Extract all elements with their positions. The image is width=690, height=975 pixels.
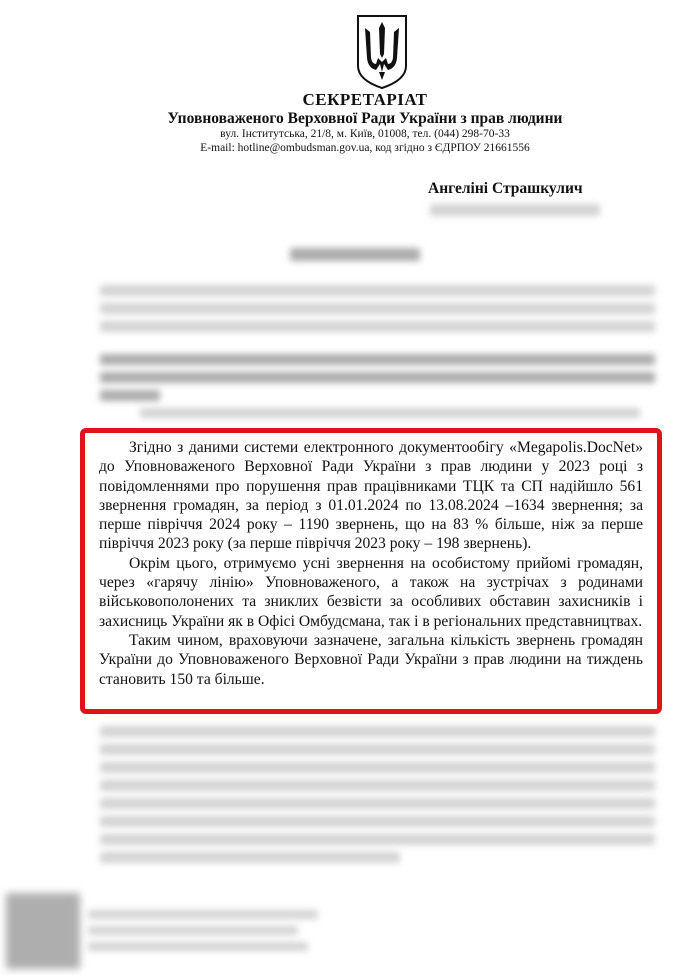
redacted-text-line <box>100 762 655 773</box>
redacted-text-line <box>100 798 655 809</box>
header-contacts: E-mail: hotline@ombudsman.gov.ua, код згідно з ЄДРПОУ 21661556 <box>200 142 530 154</box>
redacted-text-line <box>100 372 655 383</box>
header-title: СЕКРЕТАРІАТ <box>302 90 428 109</box>
redacted-signature-line <box>88 910 318 919</box>
redacted-subject-heading <box>290 248 420 261</box>
redacted-text-line <box>100 744 655 755</box>
recipient-name: Ангеліні Страшкулич <box>428 180 583 197</box>
redacted-text-line <box>100 726 655 737</box>
excerpt-paragraph: Окрім цього, отримуємо усні звернення на особистому прийомі громадян, через «гарячу лінію» Уповноваженого, а також на зустрічах з родинами військовополонених та зниклих безвісти за особливих обставин захисників і захисниць України як в Офісі Омбудсмана, так і в регіональних представництвах. <box>99 554 643 630</box>
redacted-recipient-line <box>430 204 600 216</box>
redacted-text-line <box>100 834 655 845</box>
excerpt-paragraph: Таким чином, враховуючи зазначене, загальна кількість звернень громадян України до Уповноваженого Верховної Ради України з прав людини на тиждень становить 150 та більше. <box>99 631 643 688</box>
redacted-text-line <box>100 354 655 365</box>
redacted-text-line <box>140 408 640 418</box>
redacted-text-line <box>100 285 655 296</box>
redacted-text-line <box>100 303 655 314</box>
redacted-text-line <box>100 321 655 332</box>
redacted-text-line <box>100 816 655 827</box>
excerpt-paragraph: Згідно з даними системи електронного документообігу «Megapolis.DocNet» до Уповноваженого Верховної Ради України з прав людини у 2023 році з повідомленнями про порушення прав працівниками ТЦК та СП надійшло 561 звернення громадян, за період з 01.01.2024 по 13.08.2024 –1634 звернення; за перше півріччя 2024 року – 1190 звернень, що на 83 % більше, ніж за перше півріччя 2023 року (за перше півріччя 2023 року – 198 звернень). <box>99 439 643 553</box>
redacted-text-line <box>100 780 655 791</box>
redacted-text-line <box>100 852 400 863</box>
redacted-qr-stamp <box>6 893 80 969</box>
highlighted-excerpt <box>80 428 662 714</box>
redacted-signature-line <box>88 942 308 951</box>
header-organization: Уповноваженого Верховної Ради України з прав людини <box>167 110 563 127</box>
redacted-text-line <box>100 390 160 401</box>
trident-emblem-icon <box>356 14 408 90</box>
redacted-signature-line <box>88 926 298 935</box>
header-address: вул. Інститутська, 21/8, м. Київ, 01008, тел. (044) 298-70-33 <box>220 128 510 140</box>
